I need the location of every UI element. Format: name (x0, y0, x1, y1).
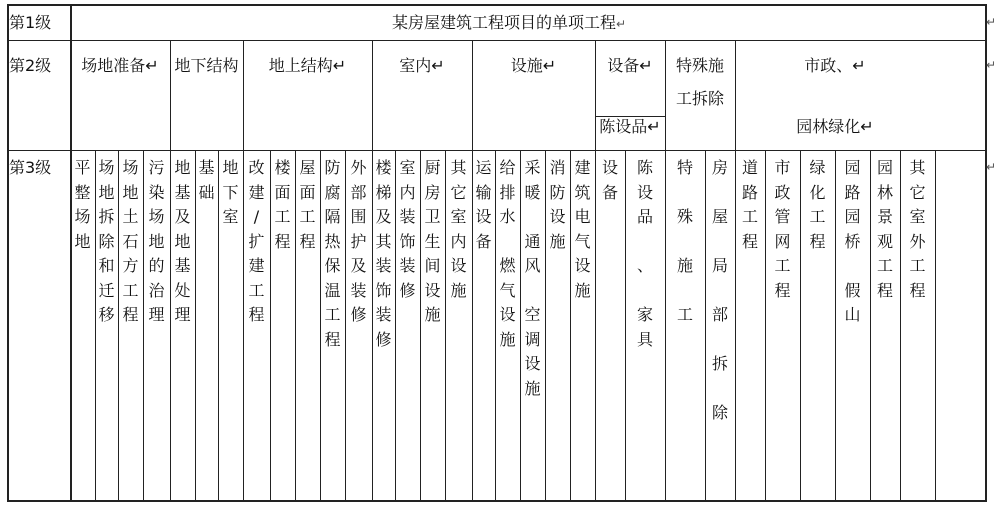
level-3-char: 屋 (299, 158, 316, 177)
level-3-label (874, 156, 896, 303)
level-3-char: 地 (222, 158, 239, 177)
level-3-char: / (253, 207, 260, 226)
level-3-char (522, 279, 544, 304)
level-3-divider (195, 150, 196, 500)
level-3-char: 政 (774, 182, 791, 202)
level-3-divider (705, 150, 706, 500)
level-3-divider (595, 150, 596, 500)
level-3-char: 平 (74, 158, 91, 177)
level-3-char: 础 (198, 182, 215, 202)
level-3-char: 设 (524, 354, 541, 373)
level-2-label: 特殊施 (675, 56, 724, 75)
level-3-char: 下 (222, 182, 239, 202)
level-3-char: 品 (636, 207, 653, 226)
row-divider (7, 40, 985, 41)
level-3-char: 整 (74, 182, 91, 202)
level-3-divider (420, 150, 421, 500)
level-3-label (772, 156, 794, 303)
level-3-char: 市 (774, 158, 791, 177)
level-3-divider (243, 150, 244, 500)
level-3-char: 景 (876, 207, 893, 226)
level-3-char (709, 328, 731, 353)
level-3-char: 石 (122, 231, 139, 251)
level-2-label: 第2级 (9, 56, 52, 75)
level-3-label (120, 156, 142, 328)
level-3-char: 家 (636, 305, 653, 324)
level-3-char: 它 (450, 182, 467, 202)
level-3-divider (765, 150, 766, 500)
paragraph-mark-icon: ↵ (986, 160, 996, 174)
level-3-char: 基 (198, 158, 215, 177)
level-3-char: 调 (524, 329, 541, 349)
level-3-char: 工 (299, 207, 316, 226)
level-3-divider (570, 150, 571, 500)
level-3-char: 装 (399, 256, 416, 275)
level-3-char: 水 (499, 207, 516, 226)
level-3-char: 屋 (711, 207, 728, 226)
level-3-label (246, 156, 268, 328)
level-3-label (72, 156, 94, 254)
level-3-divider (472, 150, 473, 500)
level-3-divider (143, 150, 144, 500)
level-3-char: 桥 (844, 231, 861, 251)
level-3-char (674, 230, 696, 255)
level-2-label: 设施↵ (510, 56, 557, 75)
level-3-char: 修 (399, 280, 416, 300)
level-3-char: 施 (450, 280, 467, 300)
level-3-char: 程 (809, 231, 826, 251)
level-3-char: 局 (711, 256, 728, 275)
level-3-char: 场 (122, 158, 139, 177)
level-3-char: 地 (148, 231, 165, 251)
level-2-cell (70, 40, 170, 150)
level-3-char: 场 (148, 207, 165, 226)
level-3-label (572, 156, 594, 303)
level-2-label: 室内↵ (399, 56, 445, 75)
level-3-char (497, 230, 519, 255)
level-3-divider (345, 150, 346, 500)
level-3-char: 楼 (274, 158, 291, 177)
level-3-char: 外 (350, 158, 367, 177)
level-3-char: 输 (475, 182, 492, 202)
level-3-label (547, 156, 569, 254)
level-3-char: 建 (574, 158, 591, 177)
level-3-label (907, 156, 929, 303)
level-3-label (322, 156, 344, 352)
level-3-char: 间 (424, 256, 441, 275)
level-3-char: 隔 (324, 207, 341, 226)
level-3-char: 林 (876, 182, 893, 202)
level-3-char: 楼 (375, 158, 392, 177)
level-3-char: 排 (499, 182, 516, 202)
level-3-char: 装 (350, 280, 367, 300)
level-3-char: 给 (499, 158, 516, 177)
level-3-char: 内 (399, 182, 416, 202)
level-3-char: 程 (909, 280, 926, 300)
level-3-char: 拆 (711, 354, 728, 373)
level-3-char: 工 (248, 280, 265, 300)
level-3-char: 风 (524, 256, 541, 275)
level-2-cell (472, 40, 595, 150)
level-3-char: 具 (636, 329, 653, 349)
level-3-label (497, 156, 519, 352)
level-3-char: 气 (574, 231, 591, 251)
level-2-label: 设备↵ (607, 56, 653, 75)
level-3-char: 化 (809, 182, 826, 202)
level-3-char: 程 (248, 305, 265, 324)
level-3-char: 设 (549, 207, 566, 226)
level-3-char: 筑 (574, 182, 591, 202)
level-3-char: 网 (774, 231, 791, 251)
table-border-right (986, 4, 987, 502)
level-3-char (709, 181, 731, 206)
level-3-char (674, 181, 696, 206)
level-3-char: 电 (574, 207, 591, 226)
level-2-cell (243, 40, 372, 150)
level-3-divider (800, 150, 801, 500)
level-3-divider (372, 150, 373, 500)
level-3-label (146, 156, 168, 328)
level-3-char (674, 279, 696, 304)
level-3-char: 围 (350, 207, 367, 226)
level-3-char: 方 (122, 256, 139, 275)
level-3-char: 地 (98, 182, 115, 202)
level-3-char: 程 (774, 280, 791, 300)
level-3-char: 它 (909, 182, 926, 202)
level-3-char: 及 (350, 256, 367, 275)
level-3-divider (735, 150, 736, 500)
level-3-char: 移 (98, 305, 115, 324)
paragraph-mark-icon: ↵ (986, 15, 996, 29)
level-3-char: 生 (424, 231, 441, 251)
level-3-char: 程 (741, 231, 758, 251)
level-2-cell (595, 40, 665, 150)
level-3-char: 工 (774, 256, 791, 275)
level-3-char: 假 (844, 280, 861, 300)
level-3-char: 理 (174, 305, 191, 324)
level-3-char: 基 (174, 256, 191, 275)
level-3-char: 备 (601, 182, 618, 202)
level-3-char: 运 (475, 158, 492, 177)
level-3-char: 设 (601, 158, 618, 177)
level-3-char: 及 (375, 207, 392, 226)
level-3-label (96, 156, 118, 328)
level-3-char: 通 (524, 231, 541, 251)
level-3-char: 和 (98, 256, 115, 275)
level-3-char: 外 (909, 231, 926, 251)
level-3-char: 治 (148, 280, 165, 300)
level-3-char: 施 (524, 378, 541, 398)
level-3-divider (870, 150, 871, 500)
level-3-char (634, 230, 656, 255)
level-3-char: 防 (324, 158, 341, 177)
level-3-char: 空 (524, 305, 541, 324)
level-3-char: 设 (424, 280, 441, 300)
level-3-char: 园 (844, 158, 861, 177)
level-3-char: 基 (174, 182, 191, 202)
level-3-char: 施 (499, 329, 516, 349)
level-3-char: 场 (74, 207, 91, 226)
label-column-divider (71, 4, 72, 500)
level-3-char: 修 (375, 329, 392, 349)
level-3-char (634, 279, 656, 304)
level-3-char: 除 (711, 403, 728, 422)
level-3-label (220, 156, 242, 230)
level-3-label (196, 156, 218, 205)
level-3-char: 修 (350, 305, 367, 324)
level-3-char: 园 (844, 207, 861, 226)
level-3-char: 护 (350, 231, 367, 251)
level-3-char: 地 (174, 158, 191, 177)
level-3-char: 温 (324, 280, 341, 300)
level-3-char: 其 (450, 158, 467, 177)
level-3-divider (625, 150, 626, 500)
level-3-label (448, 156, 470, 303)
level-3-char: 面 (299, 182, 316, 202)
level-3-char: 处 (174, 280, 191, 300)
level-3-char: 建 (248, 256, 265, 275)
level-3-label (397, 156, 419, 303)
level-3-label (172, 156, 194, 328)
table-border-bottom (7, 501, 985, 502)
level-3-char: 施 (549, 231, 566, 251)
level-2-label: 地上结构↵ (268, 56, 347, 75)
level-3-char (842, 254, 864, 279)
level-1-label: 第1级 (9, 13, 52, 32)
level-3-char: 室 (399, 158, 416, 177)
level-3-char: 路 (844, 182, 861, 202)
level-3-label (739, 156, 761, 254)
level-3-char: 装 (375, 305, 392, 324)
level-3-char: 房 (424, 182, 441, 202)
level-3-char: 燃 (499, 256, 516, 275)
level-3-char: 其 (375, 231, 392, 251)
level-3-char: 设 (475, 207, 492, 226)
level-3-label (709, 156, 731, 426)
table-title (392, 14, 626, 33)
level-3-char: 陈 (636, 158, 653, 177)
level-3-char: 程 (324, 329, 341, 349)
level-3-label (272, 156, 294, 254)
level-3-char (709, 279, 731, 304)
level-3-char: 工 (676, 305, 693, 324)
level-2-cell (372, 40, 472, 150)
level-3-char: 梯 (375, 182, 392, 202)
level-3-char: 腐 (324, 182, 341, 202)
level-3-label (807, 156, 829, 254)
level-3-char: 、 (636, 256, 653, 275)
level-3-char: 装 (375, 256, 392, 275)
level-3-divider (665, 150, 666, 500)
table-border-left (8, 4, 9, 502)
level-3-char: 路 (741, 182, 758, 202)
level-3-label (373, 156, 395, 352)
level-3-char: 装 (399, 207, 416, 226)
table-title-text: 某房屋建筑工程项目的单项工程 (392, 13, 617, 32)
level-3-char: 工 (909, 256, 926, 275)
level-3-char: 工 (274, 207, 291, 226)
level-2-label-line2: 园林绿化↵ (796, 117, 874, 136)
level-3-label (297, 156, 319, 254)
level-3-divider (520, 150, 521, 500)
level-3-divider (900, 150, 901, 500)
paragraph-mark-icon: ↵ (616, 17, 627, 31)
level-3-char: 部 (711, 305, 728, 324)
level-2-cell (735, 40, 935, 150)
level-3-char: 房 (711, 158, 728, 177)
level-3-divider (445, 150, 446, 500)
level-3-label (422, 156, 444, 328)
level-3-char: 除 (98, 231, 115, 251)
table-border-top (7, 5, 985, 6)
level-3-char: 施 (574, 280, 591, 300)
level-3-char: 设 (499, 305, 516, 324)
level-3-char: 暖 (524, 182, 541, 202)
level-3-char: 工 (324, 305, 341, 324)
level-3-char: 面 (274, 182, 291, 202)
level-3-char: 饰 (375, 280, 392, 300)
level-3-char: 饰 (399, 231, 416, 251)
level-3-char: 地 (74, 231, 91, 251)
level-3-label (473, 156, 495, 254)
level-3-char: 采 (524, 158, 541, 177)
level-3-divider (170, 150, 171, 500)
level-3-char: 迁 (98, 280, 115, 300)
level-2-label: 地下结构 (174, 56, 239, 75)
level-3-char: 地 (174, 231, 191, 251)
level-3-divider (395, 150, 396, 500)
level-3-char: 土 (122, 207, 139, 226)
level-3-label (348, 156, 370, 328)
level-3-label (674, 156, 696, 328)
level-3-char: 室 (909, 207, 926, 226)
level-3-char: 地 (122, 182, 139, 202)
level-3-divider (218, 150, 219, 500)
level-3-char: 部 (350, 182, 367, 202)
level-3-char: 观 (876, 231, 893, 251)
level-3-char: 程 (122, 305, 139, 324)
level-3-char (522, 205, 544, 230)
level-3-char (709, 377, 731, 402)
level-3-char: 绿 (809, 158, 826, 177)
level-3-divider (95, 150, 96, 500)
level-3-char: 拆 (98, 207, 115, 226)
level-3-char: 工 (122, 280, 139, 300)
level-3-label (842, 156, 864, 328)
paragraph-mark-icon: ↵ (986, 58, 996, 72)
level-3-char: 特 (676, 158, 693, 177)
level-3-char: 程 (876, 280, 893, 300)
level-3-label (634, 156, 656, 352)
level-3-char: 防 (549, 182, 566, 202)
level-3-char: 消 (549, 158, 566, 177)
level-3-char: 工 (741, 207, 758, 226)
level-2-label-line2: 陈设品↵ (599, 117, 661, 136)
level-3-char: 程 (299, 231, 316, 251)
level-3-char: 卫 (424, 207, 441, 226)
level-3-char (709, 230, 731, 255)
level-3-char: 室 (222, 207, 239, 226)
level-3-char: 施 (676, 256, 693, 275)
level-3-divider (935, 150, 936, 500)
level-3-char: 程 (274, 231, 291, 251)
level-3-char: 及 (174, 207, 191, 226)
level-3-divider (320, 150, 321, 500)
level-3-char: 设 (636, 182, 653, 202)
level-3-char: 内 (450, 231, 467, 251)
level-3-divider (270, 150, 271, 500)
level-3-char: 气 (499, 280, 516, 300)
level-3-char: 厨 (424, 158, 441, 177)
level-3-char: 保 (324, 256, 341, 275)
level-3-char: 场 (98, 158, 115, 177)
level-3-char: 污 (148, 158, 165, 177)
level-3-char: 设 (574, 256, 591, 275)
level-3-divider (495, 150, 496, 500)
level-3-char: 建 (248, 182, 265, 202)
level-3-char: 工 (876, 256, 893, 275)
level-3-label (599, 156, 621, 205)
level-3-char: 工 (809, 207, 826, 226)
level-2-label-line2: 工拆除 (675, 89, 724, 108)
level-3-char: 其 (909, 158, 926, 177)
level-3-char: 设 (450, 256, 467, 275)
level-2-cell (170, 40, 243, 150)
subheader-divider (596, 116, 665, 117)
level-3-char: 的 (148, 256, 165, 275)
level-3-divider (835, 150, 836, 500)
level-3-char: 管 (774, 207, 791, 226)
level-3-divider (545, 150, 546, 500)
row-divider (7, 150, 985, 151)
level-3-char: 施 (424, 305, 441, 324)
level-3-divider (118, 150, 119, 500)
level-3-char: 扩 (248, 231, 265, 251)
level-3-char: 备 (475, 231, 492, 251)
level-3-char: 理 (148, 305, 165, 324)
level-3-char: 道 (741, 158, 758, 177)
level-3-divider (295, 150, 296, 500)
level-2-cell (665, 40, 735, 150)
level-3-char: 园 (876, 158, 893, 177)
level-2-label: 场地准备↵ (81, 56, 159, 75)
level-3-char: 山 (844, 305, 861, 324)
level-3-char: 改 (248, 158, 265, 177)
level-3-label (522, 156, 544, 401)
level-3-char: 室 (450, 207, 467, 226)
level-3-char: 染 (148, 182, 165, 202)
level-3-label: 第3级 (9, 158, 52, 177)
level-2-label: 市政、↵ (804, 56, 866, 75)
level-3-char: 殊 (676, 207, 693, 226)
level-3-char: 热 (324, 231, 341, 251)
